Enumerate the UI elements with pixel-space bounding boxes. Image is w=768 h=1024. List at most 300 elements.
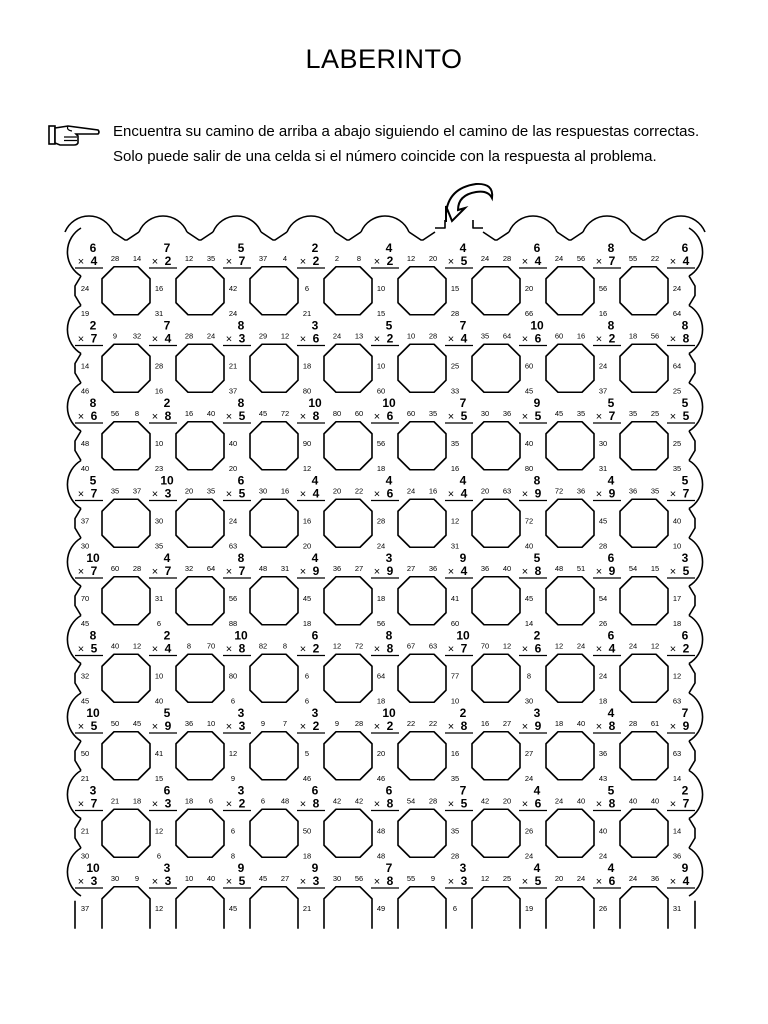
multiply-sign: × — [669, 566, 677, 578]
problem-top-number: 3 — [237, 783, 245, 798]
path-number: 36 — [480, 564, 490, 573]
path-number: 6 — [304, 696, 310, 706]
maze-wall-block — [546, 809, 594, 857]
path-number: 21 — [80, 774, 90, 783]
multiply-sign: × — [595, 643, 603, 656]
problem-top-number: 3 — [385, 551, 393, 565]
maze-wall-block — [176, 732, 224, 780]
path-number: 45 — [258, 874, 268, 883]
path-number: 32 — [184, 564, 194, 573]
path-number: 28 — [376, 516, 386, 526]
path-number: 35 — [110, 486, 120, 496]
problem-bottom-number: 7 — [238, 564, 246, 578]
path-number: 72 — [554, 486, 564, 496]
path-number: 17 — [672, 594, 682, 603]
path-number: 40 — [576, 796, 586, 806]
path-number: 20 — [332, 486, 342, 496]
path-number: 16 — [302, 516, 312, 526]
problem-bottom-number: 3 — [238, 719, 246, 733]
path-number: 28 — [110, 254, 120, 263]
path-number: 6 — [156, 851, 162, 861]
problem-top-number: 2 — [681, 783, 689, 798]
multiply-sign: × — [373, 721, 381, 733]
problem-bottom-number: 6 — [608, 874, 616, 888]
multiply-sign: × — [669, 643, 677, 656]
multiply-sign: × — [669, 876, 677, 888]
path-number: 30 — [258, 486, 268, 496]
path-number: 28 — [428, 331, 438, 341]
problem-top-number: 9 — [311, 861, 319, 875]
path-number: 40 — [110, 641, 120, 651]
multiply-sign: × — [521, 256, 529, 268]
path-number: 7 — [282, 719, 288, 728]
maze-wall-block — [472, 732, 520, 780]
maze-wall-block — [620, 267, 668, 315]
problem-bottom-number: 4 — [460, 331, 468, 346]
problem-top-number: 6 — [311, 628, 319, 643]
maze-wall-block — [472, 654, 520, 702]
path-number: 27 — [280, 874, 290, 883]
path-number: 20 — [302, 541, 312, 551]
problem-bottom-number: 4 — [460, 486, 468, 501]
path-number: 56 — [650, 331, 660, 341]
path-number: 42 — [228, 284, 238, 293]
problem-bottom-number: 9 — [682, 719, 690, 733]
path-number: 9 — [334, 719, 340, 728]
problem-bottom-number: 5 — [460, 409, 468, 423]
path-number: 64 — [502, 331, 512, 341]
problem-top-number: 4 — [311, 473, 319, 488]
path-number: 12 — [154, 904, 164, 913]
problem-top-number: 8 — [681, 318, 689, 333]
problem-top-number: 6 — [89, 241, 97, 255]
problem-bottom-number: 5 — [238, 874, 246, 888]
path-number: 60 — [354, 409, 364, 418]
problem-top-number: 7 — [385, 861, 393, 875]
path-number: 48 — [258, 564, 268, 573]
path-number: 48 — [376, 826, 386, 836]
path-number: 24 — [332, 331, 342, 341]
path-number: 35 — [628, 409, 638, 418]
path-number: 14 — [524, 619, 534, 628]
path-number: 45 — [524, 594, 534, 603]
path-number: 28 — [428, 796, 438, 806]
path-number: 20 — [184, 486, 194, 496]
path-number: 6 — [260, 796, 266, 806]
problem-bottom-number: 7 — [164, 564, 172, 578]
problem-top-number: 8 — [89, 396, 97, 410]
maze-wall-block — [324, 732, 372, 780]
path-number: 28 — [628, 719, 638, 728]
path-number: 12 — [280, 331, 290, 341]
problem-top-number: 2 — [163, 396, 171, 410]
maze-wall-block — [546, 267, 594, 315]
problem-top-number: 5 — [533, 551, 541, 565]
path-number: 70 — [480, 641, 490, 651]
path-number: 48 — [376, 851, 386, 861]
path-number: 45 — [554, 409, 564, 418]
problem-top-number: 10 — [234, 628, 248, 643]
multiply-sign: × — [447, 876, 455, 888]
problem-bottom-number: 2 — [238, 796, 246, 811]
problem-top-number: 10 — [86, 861, 100, 875]
multiply-sign: × — [595, 876, 603, 888]
problem-top-number: 7 — [459, 783, 467, 798]
problem-bottom-number: 8 — [312, 796, 320, 811]
maze-wall-block — [398, 577, 446, 625]
problem-bottom-number: 5 — [90, 719, 98, 733]
maze-wall-block — [398, 732, 446, 780]
path-number: 22 — [406, 719, 416, 728]
maze-wall-block — [620, 344, 668, 392]
problem-top-number: 4 — [385, 241, 393, 255]
problem-top-number: 5 — [607, 783, 615, 798]
problem-top-number: 10 — [86, 551, 100, 565]
maze-wall-block — [324, 577, 372, 625]
problem-top-number: 2 — [89, 318, 97, 333]
multiply-sign: × — [299, 411, 307, 423]
problem-top-number: 10 — [382, 396, 396, 410]
path-number: 24 — [598, 361, 608, 371]
problem-top-number: 7 — [459, 318, 467, 333]
problem-top-number: 8 — [607, 318, 615, 333]
multiply-sign: × — [77, 488, 85, 501]
path-number: 45 — [302, 594, 312, 603]
path-number: 26 — [598, 619, 608, 628]
path-number: 28 — [450, 851, 460, 861]
path-number: 55 — [628, 254, 638, 263]
path-number: 27 — [406, 564, 416, 573]
problem-top-number: 8 — [237, 318, 245, 333]
path-number: 37 — [598, 386, 608, 396]
path-number: 6 — [230, 826, 236, 836]
problem-top-number: 5 — [89, 473, 97, 488]
path-number: 24 — [206, 331, 216, 341]
problem-top-number: 6 — [533, 241, 541, 255]
path-number: 70 — [206, 641, 216, 651]
problem-top-number: 4 — [311, 551, 319, 565]
path-number: 36 — [598, 749, 608, 758]
maze-wall-block — [620, 577, 668, 625]
maze-wall-block — [398, 344, 446, 392]
maze-wall-block — [472, 344, 520, 392]
problem-bottom-number: 2 — [312, 719, 320, 733]
maze-wall-block — [620, 499, 668, 547]
problem-top-number: 2 — [311, 241, 319, 255]
problem-bottom-number: 2 — [682, 641, 690, 656]
path-number: 23 — [154, 464, 164, 473]
path-number: 42 — [332, 796, 342, 806]
path-number: 35 — [154, 541, 164, 551]
multiply-sign: × — [299, 488, 307, 501]
multiply-sign: × — [225, 333, 233, 346]
problem-bottom-number: 7 — [682, 486, 690, 501]
maze-wall-block — [324, 344, 372, 392]
maze-wall-block — [102, 732, 150, 780]
path-number: 32 — [80, 671, 90, 681]
problem-top-number: 6 — [237, 473, 245, 488]
problem-bottom-number: 4 — [312, 486, 320, 501]
path-number: 48 — [280, 796, 290, 806]
path-number: 20 — [428, 254, 438, 263]
path-number: 54 — [628, 564, 638, 573]
problem-top-number: 10 — [160, 473, 174, 488]
maze-wall-block — [472, 422, 520, 470]
path-number: 24 — [628, 641, 638, 651]
problem-bottom-number: 9 — [534, 719, 542, 733]
path-number: 36 — [628, 486, 638, 496]
maze-wall-block — [472, 267, 520, 315]
path-number: 35 — [450, 826, 460, 836]
path-number: 40 — [228, 439, 238, 448]
problem-bottom-number: 3 — [164, 796, 172, 811]
path-number: 36 — [502, 409, 512, 418]
multiply-sign: × — [225, 256, 233, 268]
problem-top-number: 4 — [607, 706, 615, 720]
path-number: 24 — [554, 254, 564, 263]
path-number: 61 — [650, 719, 660, 728]
path-number: 46 — [376, 774, 386, 783]
path-number: 24 — [480, 254, 490, 263]
page-title: LABERINTO — [305, 44, 463, 74]
maze-left-border — [67, 228, 81, 896]
problem-bottom-number: 3 — [238, 331, 246, 346]
maze-wall-block — [250, 809, 298, 857]
problem-bottom-number: 4 — [608, 641, 616, 656]
path-number: 18 — [672, 619, 682, 628]
problem-bottom-number: 6 — [534, 796, 542, 811]
path-number: 60 — [110, 564, 120, 573]
problem-bottom-number: 9 — [534, 486, 542, 501]
multiply-sign: × — [447, 488, 455, 501]
multiply-sign: × — [151, 798, 159, 811]
multiply-sign: × — [373, 256, 381, 268]
path-number: 32 — [132, 331, 142, 341]
multiply-sign: × — [521, 488, 529, 501]
multiply-sign: × — [299, 798, 307, 811]
multiply-sign: × — [447, 643, 455, 656]
problem-bottom-number: 3 — [460, 874, 468, 888]
path-number: 42 — [354, 796, 364, 806]
maze-wall-block — [324, 654, 372, 702]
maze-wall-block — [398, 422, 446, 470]
path-number: 22 — [428, 719, 438, 728]
path-number: 24 — [524, 774, 534, 783]
path-number: 16 — [450, 749, 460, 758]
path-number: 12 — [184, 254, 194, 263]
path-number: 50 — [110, 719, 120, 728]
problem-bottom-number: 2 — [312, 254, 320, 268]
multiply-sign: × — [373, 488, 381, 501]
path-number: 18 — [376, 594, 386, 603]
multiply-sign: × — [299, 566, 307, 578]
multiply-sign: × — [521, 798, 529, 811]
multiply-sign: × — [669, 333, 677, 346]
problem-bottom-number: 7 — [90, 331, 98, 346]
path-number: 15 — [376, 309, 386, 318]
path-number: 28 — [184, 331, 194, 341]
path-number: 72 — [524, 516, 534, 526]
path-number: 36 — [672, 851, 682, 861]
path-number: 15 — [154, 774, 164, 783]
path-number: 28 — [598, 541, 608, 551]
path-number: 49 — [376, 904, 386, 913]
path-number: 29 — [258, 331, 268, 341]
path-number: 72 — [354, 641, 364, 651]
path-number: 28 — [154, 361, 164, 371]
path-number: 46 — [302, 774, 312, 783]
maze-wall-block — [546, 577, 594, 625]
path-number: 9 — [430, 874, 436, 883]
path-number: 45 — [598, 516, 608, 526]
multiply-sign: × — [151, 643, 159, 656]
path-number: 36 — [184, 719, 194, 728]
path-number: 19 — [524, 904, 534, 913]
maze-wall-block — [472, 577, 520, 625]
path-number: 9 — [134, 874, 140, 883]
path-number: 21 — [302, 309, 312, 318]
problem-bottom-number: 6 — [534, 331, 542, 346]
path-number: 63 — [502, 486, 512, 496]
path-number: 27 — [524, 749, 534, 758]
problem-top-number: 3 — [89, 783, 97, 798]
maze-wall-block — [176, 267, 224, 315]
problem-top-number: 7 — [681, 706, 689, 720]
path-number: 82 — [258, 641, 268, 651]
path-number: 6 — [208, 796, 214, 806]
path-number: 16 — [280, 486, 290, 496]
path-number: 30 — [154, 516, 164, 526]
problem-top-number: 5 — [237, 241, 245, 255]
problem-bottom-number: 9 — [386, 564, 394, 578]
path-number: 8 — [230, 851, 236, 861]
problem-bottom-number: 8 — [386, 874, 394, 888]
problem-top-number: 6 — [163, 783, 171, 798]
path-number: 90 — [302, 439, 312, 448]
path-number: 16 — [184, 409, 194, 418]
multiply-sign: × — [373, 333, 381, 346]
problem-top-number: 10 — [456, 628, 470, 643]
multiply-sign: × — [595, 566, 603, 578]
multiply-sign: × — [299, 876, 307, 888]
path-number: 8 — [186, 641, 192, 651]
multiply-sign: × — [77, 566, 85, 578]
problem-bottom-number: 2 — [164, 254, 172, 268]
path-number: 24 — [524, 851, 534, 861]
problem-bottom-number: 5 — [682, 409, 690, 423]
problem-bottom-number: 7 — [90, 796, 98, 811]
path-number: 56 — [598, 284, 608, 293]
path-number: 63 — [672, 749, 682, 758]
path-number: 24 — [376, 541, 386, 551]
instructions-text: Encuentra su camino de arriba a abajo siguiendo el camino de las respuestas correctas. Solo puede salir de una celda si el número coincide con la respuesta al problema. — [113, 123, 700, 165]
multiply-sign: × — [447, 411, 455, 423]
problem-top-number: 9 — [237, 861, 245, 875]
multiply-sign: × — [151, 876, 159, 888]
multiply-sign: × — [521, 566, 529, 578]
maze-wall-block — [398, 267, 446, 315]
path-number: 12 — [554, 641, 564, 651]
path-number: 9 — [230, 774, 236, 783]
path-number: 45 — [258, 409, 268, 418]
problem-bottom-number: 2 — [608, 331, 616, 346]
problem-top-number: 8 — [237, 396, 245, 410]
multiply-sign: × — [521, 643, 529, 656]
path-number: 18 — [132, 796, 142, 806]
problem-bottom-number: 6 — [312, 331, 320, 346]
path-number: 22 — [354, 486, 364, 496]
problem-top-number: 3 — [533, 706, 541, 720]
multiply-sign: × — [151, 256, 159, 268]
multiply-sign: × — [595, 798, 603, 811]
path-number: 21 — [228, 361, 238, 371]
problem-bottom-number: 7 — [608, 254, 616, 268]
path-number: 15 — [650, 564, 660, 573]
multiply-sign: × — [151, 333, 159, 346]
multiply-sign: × — [225, 721, 233, 733]
multiply-sign: × — [151, 411, 159, 423]
multiply-sign: × — [77, 643, 85, 656]
problem-bottom-number: 8 — [608, 796, 616, 811]
path-number: 25 — [502, 874, 512, 883]
problem-bottom-number: 7 — [90, 486, 98, 501]
multiply-sign: × — [77, 721, 85, 733]
path-number: 12 — [154, 826, 164, 836]
multiply-sign: × — [225, 566, 233, 578]
path-number: 10 — [154, 439, 164, 448]
problem-top-number: 4 — [385, 473, 393, 488]
path-number: 43 — [598, 774, 608, 783]
multiply-sign: × — [77, 256, 85, 268]
path-number: 56 — [376, 619, 386, 628]
maze-right-border — [689, 228, 703, 896]
problem-bottom-number: 4 — [682, 874, 690, 888]
path-number: 30 — [80, 541, 90, 551]
path-number: 40 — [628, 796, 638, 806]
path-number: 16 — [154, 386, 164, 396]
path-number: 14 — [80, 361, 90, 371]
path-number: 64 — [376, 671, 386, 681]
problem-top-number: 6 — [607, 551, 615, 565]
maze-wall-block — [546, 499, 594, 547]
path-number: 24 — [228, 516, 238, 526]
problem-bottom-number: 9 — [608, 486, 616, 501]
path-number: 20 — [228, 464, 238, 473]
problem-bottom-number: 3 — [90, 874, 98, 888]
path-number: 18 — [376, 464, 386, 473]
path-number: 18 — [302, 361, 312, 371]
problem-bottom-number: 6 — [386, 486, 394, 501]
path-number: 60 — [524, 361, 534, 371]
multiply-sign: × — [447, 333, 455, 346]
multiply-sign: × — [77, 411, 85, 423]
path-number: 40 — [206, 874, 216, 883]
maze-wall-block — [176, 577, 224, 625]
path-number: 40 — [576, 719, 586, 728]
path-number: 16 — [450, 464, 460, 473]
path-number: 35 — [428, 409, 438, 418]
maze-wall-block — [102, 499, 150, 547]
path-number: 20 — [480, 486, 490, 496]
problem-top-number: 3 — [237, 706, 245, 720]
problem-top-number: 3 — [681, 551, 689, 565]
path-number: 77 — [450, 671, 460, 681]
problem-top-number: 10 — [530, 318, 544, 333]
path-number: 63 — [228, 541, 238, 551]
path-number: 28 — [354, 719, 364, 728]
maze-wall-block — [176, 809, 224, 857]
problem-bottom-number: 5 — [682, 564, 690, 578]
